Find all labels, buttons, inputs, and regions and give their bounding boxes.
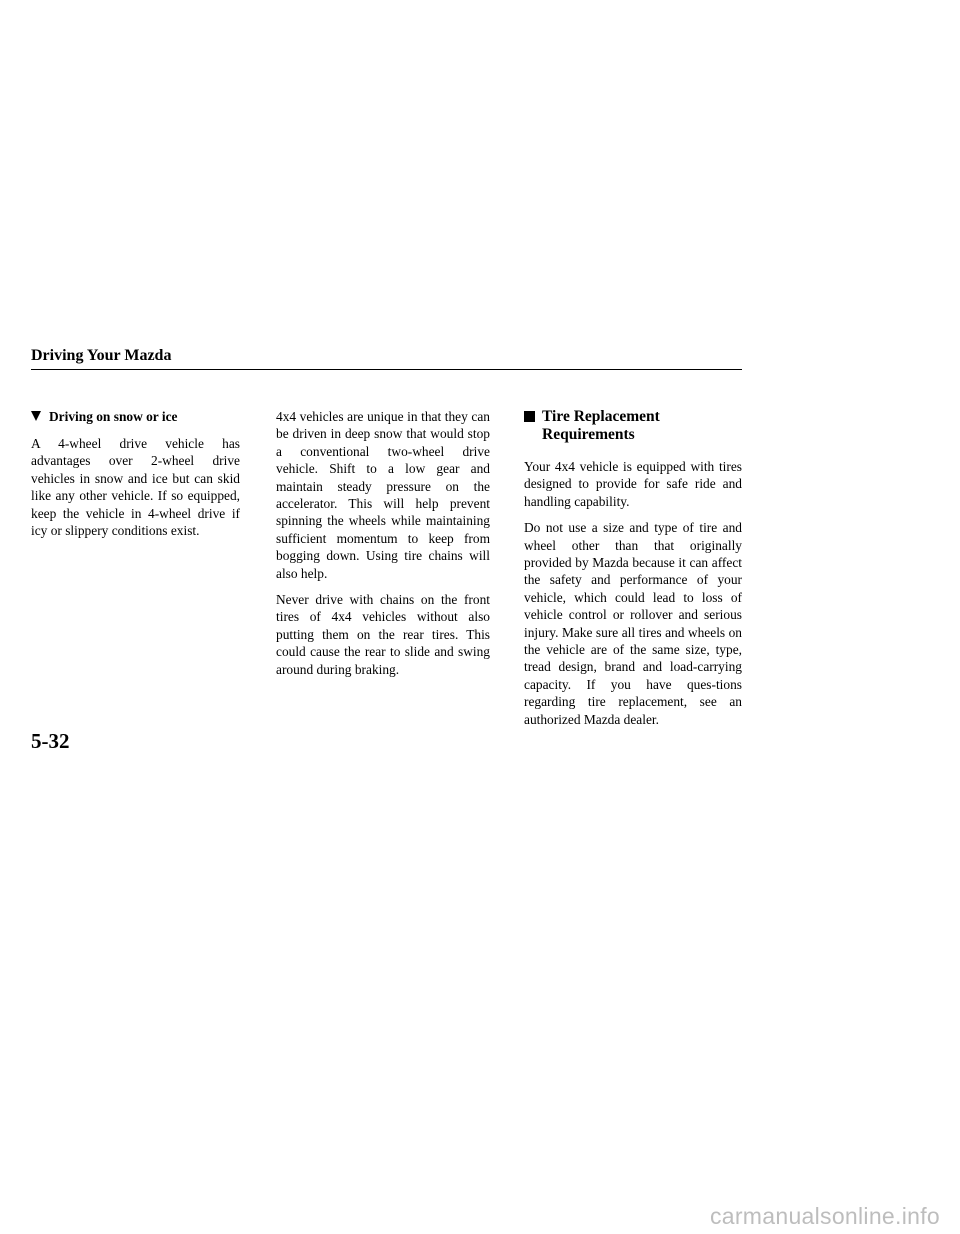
section-title-line: Tire Replacement [542, 408, 660, 425]
section-title-tire-replacement [524, 408, 742, 444]
subheading-snow-ice [31, 408, 240, 425]
page-number: 5-32 [31, 729, 70, 753]
subheading-text: Driving on snow or ice [49, 409, 178, 424]
paragraph: 4x4 vehicles are unique in that they can be driven in deep snow that would stop a conventional two-wheel drive vehicle. Shift to a low gear and maintain steady pressure on the accelerator. This will help prevent spinning the wheels while maintaining sufficient momentum to keep from bogging down. Using tire chains will also help. [276, 409, 490, 581]
section-title-text [542, 408, 660, 444]
section-header: Driving Your Mazda [31, 347, 172, 364]
paragraph: Your 4x4 vehicle is equipped with tires designed to provide for safe ride and handling capability. [524, 459, 742, 509]
paragraph: Do not use a size and type of tire and wheel other than that originally provided by Mazda because it can affect the safety and performance of your vehicle, which could lead to loss of vehicle control or rollover and serious injury. Make sure all tires and wheels on the vehicle are of the same size, type, tread design, brand and load-carrying capacity. If you have ques-tions regarding tire replacement, see an authorized Mazda dealer. [524, 520, 742, 727]
paragraph: A 4-wheel drive vehicle has advantages over 2-wheel drive vehicles in snow and ice but can skid like any other vehicle. If so equipped, keep the vehicle in 4-wheel drive if icy or slippery conditions exist. [31, 436, 240, 539]
paragraph: Never drive with chains on the front tires of 4x4 vehicles without also putting them on the rear tires. This could cause the rear to slide and swing around during braking. [276, 592, 490, 677]
column-left [31, 408, 240, 548]
watermark: carmanualsonline.info [709, 1203, 940, 1229]
section-title-line: Requirements [542, 426, 635, 443]
triangle-bullet-icon [31, 411, 41, 421]
header-divider [31, 369, 742, 370]
column-middle [276, 408, 490, 687]
square-bullet-icon [524, 411, 535, 422]
column-right [524, 408, 742, 737]
